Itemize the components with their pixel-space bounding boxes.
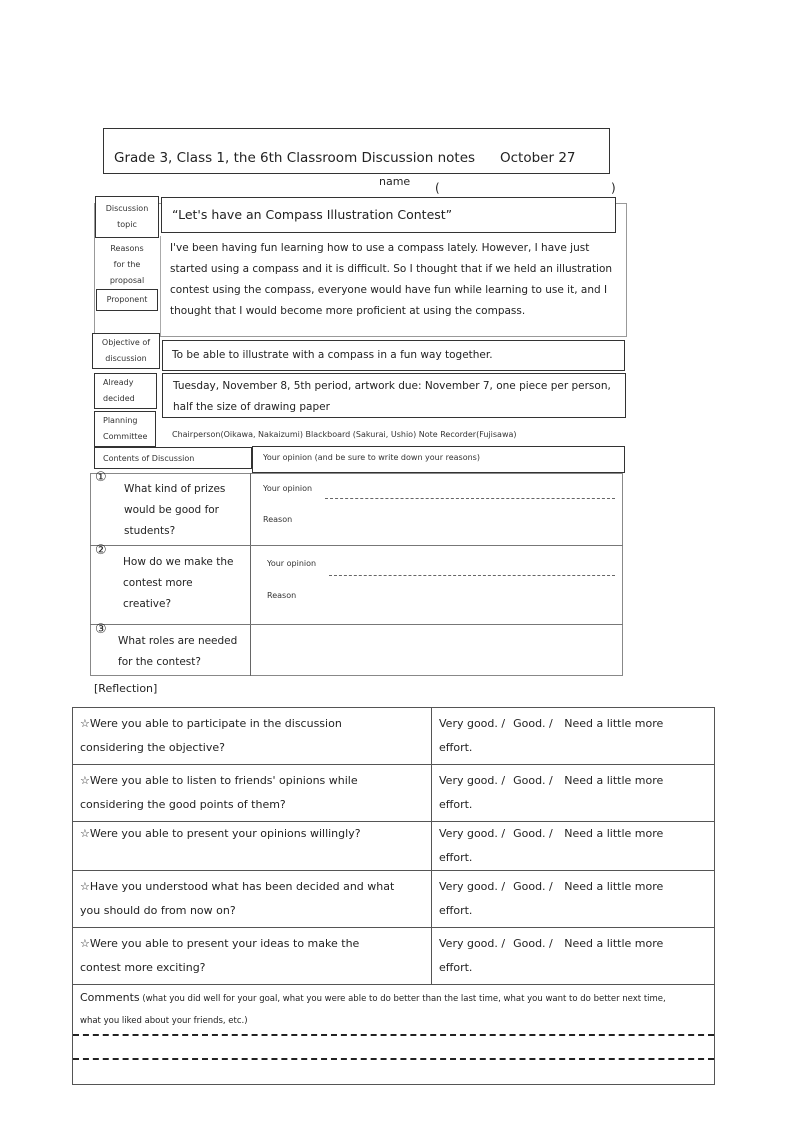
objective-value-box — [162, 340, 625, 371]
opinion-header: Your opinion (and be sure to write down your reasons) — [252, 446, 625, 473]
reason-input-area[interactable] — [305, 587, 615, 619]
comments-hint: (what you did well for your goal, what you were able to do better than the last time, what you want to do better next time, — [139, 994, 666, 1004]
table-row — [73, 871, 715, 928]
row-divider — [90, 545, 623, 546]
reflection-question: ☆Were you able to present your ideas to make the contest more exciting? — [73, 928, 432, 985]
reflection-question: ☆Were you able to participate in the discussion considering the objective? — [73, 708, 432, 765]
rating-options[interactable]: Very good. / Good. / Need a little more effort. — [432, 822, 715, 871]
comment-line[interactable] — [73, 1034, 714, 1058]
page-title: Grade 3, Class 1, the 6th Classroom Discussion notes — [114, 150, 476, 166]
comment-line[interactable] — [73, 1058, 714, 1084]
name-field[interactable] — [445, 180, 605, 196]
discussion-question: How do we make the contest more creative? — [123, 556, 234, 610]
reason-label: Reason — [267, 591, 297, 600]
reflection-question: ☆Have you understood what has been decided and what you should do from now on? — [73, 871, 432, 928]
header-title-box — [103, 128, 610, 174]
topic-label: Discussion topic — [95, 196, 159, 238]
opinion-input-line[interactable] — [329, 575, 615, 576]
reflection-question: ☆Were you able to present your opinions willingly? — [73, 822, 432, 871]
reasons-label: Reasons for the proposal — [109, 244, 145, 285]
row-divider — [90, 624, 623, 625]
reflection-question: ☆Were you able to listen to friends' opinions while considering the good points of them? — [73, 765, 432, 822]
objective-label: Objective of discussion — [92, 333, 160, 369]
name-open-paren: ( — [435, 181, 440, 195]
reflection-table — [72, 707, 715, 1085]
name-close-paren: ) — [611, 181, 616, 195]
reasons-text: I've been having fun learning how to use a compass lately. However, I have just started using a compass and it is difficult. So I thought that if we held an illustration contest using the compass, everyone would have fun while learning to use it, and I thought that I would become more proficient at using the compass. — [170, 242, 613, 317]
comments-hint: what you liked about your friends, etc.) — [80, 1016, 248, 1026]
rating-options[interactable]: Very good. / Good. / Need a little more effort. — [432, 871, 715, 928]
reason-label: Reason — [263, 515, 293, 524]
committee-value: Chairperson(Oikawa, Nakaizumi) Blackboard (Sakurai, Ushio) Note Recorder(Fujisawa) — [172, 430, 517, 439]
header-date: October 27 — [500, 150, 576, 166]
reflection-heading: [Reflection] — [94, 682, 158, 695]
committee-label: Planning Committee — [94, 411, 156, 447]
item-number: ③ — [95, 622, 107, 637]
objective-value: To be able to illustrate with a compass in a fun way together. — [172, 349, 493, 361]
opinion-label: Your opinion — [267, 559, 317, 568]
decided-value: Tuesday, November 8, 5th period, artwork due: November 7, one piece per person, half the size of drawing paper — [162, 373, 626, 418]
table-row — [73, 765, 715, 822]
table-row — [73, 928, 715, 985]
rating-options[interactable]: Very good. / Good. / Need a little more effort. — [432, 765, 715, 822]
topic-value-box — [161, 197, 616, 233]
table-row — [73, 822, 715, 871]
topic-value: “Let's have an Compass Illustration Contest” — [172, 207, 453, 222]
discussion-question: What kind of prizes would be good for students? — [124, 483, 226, 537]
item-number: ② — [95, 543, 107, 558]
rating-options[interactable]: Very good. / Good. / Need a little more effort. — [432, 928, 715, 985]
opinion-input-line[interactable] — [325, 498, 615, 499]
divider — [160, 236, 161, 336]
proponent-label: Proponent — [96, 289, 158, 311]
contents-header: Contents of Discussion — [94, 447, 252, 469]
name-label: name — [379, 175, 411, 188]
reason-input-area[interactable] — [300, 510, 615, 540]
comments-row — [73, 985, 715, 1085]
table-row — [73, 708, 715, 765]
comments-label: Comments — [80, 991, 140, 1004]
opinion-input-area[interactable] — [255, 628, 617, 672]
item-number: ① — [95, 470, 107, 485]
opinion-label: Your opinion — [263, 484, 313, 493]
rating-options[interactable]: Very good. / Good. / Need a little more effort. — [432, 708, 715, 765]
decided-label: Already decided — [94, 373, 157, 409]
comments-cell — [73, 985, 715, 1085]
discussion-question: What roles are needed for the contest? — [118, 635, 238, 668]
table-col-divider — [250, 473, 251, 676]
